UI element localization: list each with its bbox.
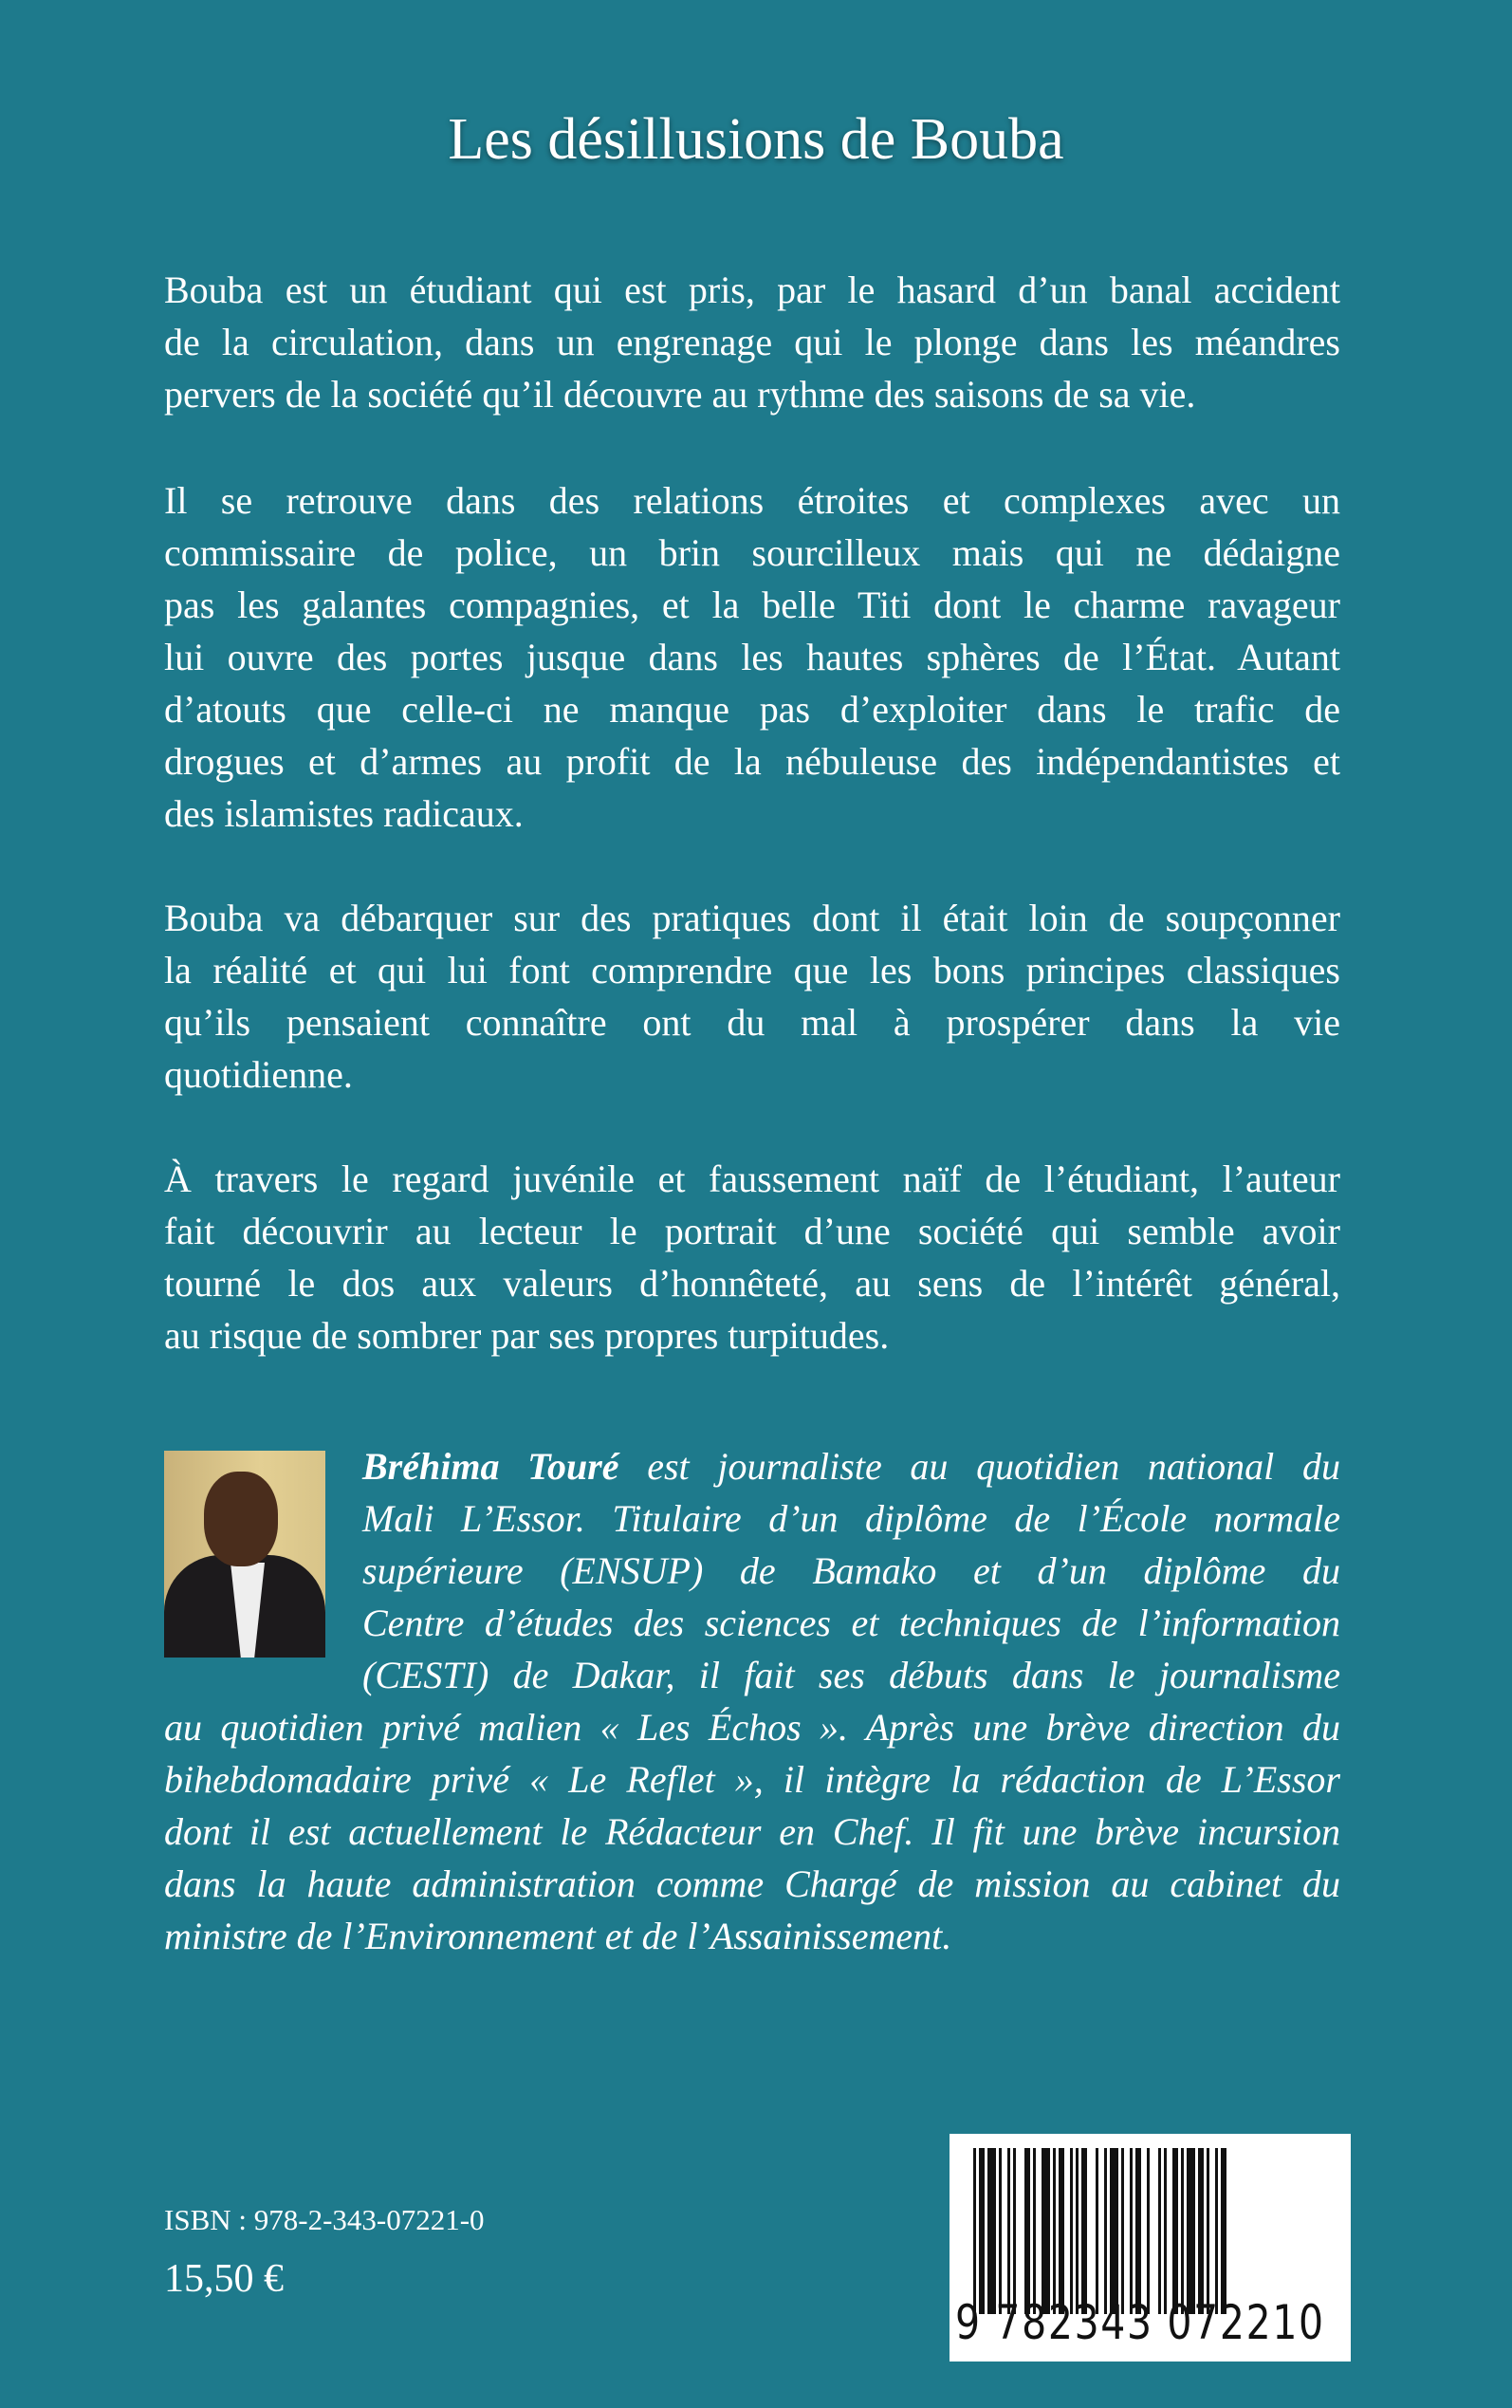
- text-line: bihebdomadaire privé « Le Reflet », il intègre la rédaction de L’Essor: [164, 1758, 1340, 1801]
- barcode-bar: [1164, 2148, 1167, 2314]
- barcode-bar: [1130, 2148, 1133, 2314]
- barcode-bar: [1104, 2148, 1107, 2314]
- summary-paragraph-1: [164, 264, 1340, 420]
- text-line: pas les galantes compagnies, et la belle Titi dont le charme ravageur: [164, 583, 1340, 626]
- text-line: ministre de l’Environnement et de l’Assainissement.: [164, 1915, 952, 1957]
- barcode-bar: [1135, 2148, 1141, 2314]
- text-line: est journaliste au quotidien national du: [618, 1445, 1340, 1488]
- barcode-bar: [987, 2148, 996, 2314]
- text-line: d’atouts que celle-ci ne manque pas d’exploiter dans le trafic de: [164, 688, 1340, 731]
- barcode-bar: [1147, 2148, 1150, 2314]
- text-line: la réalité et qui lui font comprendre que les bons principes classiques: [164, 949, 1340, 991]
- text-line: des islamistes radicaux.: [164, 792, 524, 835]
- barcode-bar: [1013, 2148, 1016, 2314]
- barcode-bar: [1187, 2148, 1195, 2314]
- text-line: Bouba va débarquer sur des pratiques dont il était loin de soupçonner: [164, 897, 1340, 939]
- summary-paragraph-4: [164, 1153, 1340, 1361]
- text-line: À travers le regard juvénile et faussement naïf de l’étudiant, l’auteur: [164, 1158, 1340, 1200]
- text-line: au quotidien privé malien « Les Échos ». Après une brève direction du: [164, 1706, 1340, 1749]
- barcode-bars: [964, 2148, 1340, 2314]
- price: 15,50 €: [164, 2257, 284, 2301]
- barcode-bar: [1207, 2148, 1209, 2314]
- summary-paragraph-2: [164, 474, 1340, 840]
- barcode-bar: [1059, 2148, 1064, 2314]
- text-line: qu’ils pensaient connaître ont du mal à prospérer dans la vie: [164, 1001, 1340, 1044]
- text-line: tourné le dos aux valeurs d’honnêteté, au sens de l’intérêt général,: [164, 1262, 1340, 1305]
- text-line: (CESTI) de Dakar, il fait ses débuts dans le journalisme: [362, 1654, 1340, 1696]
- text-line: lui ouvre des portes jusque dans les hautes sphères de l’État. Autant: [164, 636, 1340, 678]
- barcode-bar: [1096, 2148, 1098, 2314]
- barcode-bar: [1198, 2148, 1204, 2314]
- barcode-bar: [1158, 2148, 1161, 2314]
- barcode-bar: [1110, 2148, 1118, 2314]
- text-line: quotidienne.: [164, 1053, 353, 1096]
- barcode-bar: [1172, 2148, 1178, 2314]
- text-line: au risque de sombrer par ses propres turpitudes.: [164, 1314, 890, 1357]
- summary-paragraph-3: [164, 892, 1340, 1101]
- barcode-bar: [1024, 2148, 1030, 2314]
- text-line: commissaire de police, un brin sourcilleux mais qui ne dédaigne: [164, 531, 1340, 574]
- barcode-bar: [1076, 2148, 1079, 2314]
- text-line: de la circulation, dans un engrenage qui le plonge dans les méandres: [164, 321, 1340, 363]
- isbn: ISBN : 978-2-343-07221-0: [164, 2203, 485, 2236]
- barcode-bar: [1070, 2148, 1073, 2314]
- barcode-bar: [1033, 2148, 1036, 2314]
- barcode-bar: [1007, 2148, 1010, 2314]
- barcode-bar: [1215, 2148, 1218, 2314]
- author-bio: [164, 1440, 1340, 1962]
- barcode-bar: [979, 2148, 985, 2314]
- text-line: dans la haute administration comme Chargé de mission au cabinet du: [164, 1862, 1340, 1905]
- text-line: Mali L’Essor. Titulaire d’un diplôme de l’École normale: [362, 1497, 1340, 1540]
- text-line: Il se retrouve dans des relations étroites et complexes avec un: [164, 479, 1340, 522]
- barcode-bar: [1121, 2148, 1124, 2314]
- barcode: [950, 2134, 1351, 2362]
- barcode-digits: 9 782343 072210: [955, 2295, 1325, 2350]
- book-title: Les désillusions de Bouba: [448, 107, 1064, 172]
- barcode-bar: [1053, 2148, 1056, 2314]
- text-line: Centre d’études des sciences et techniques de l’information: [362, 1602, 1340, 1644]
- barcode-bar: [1221, 2148, 1226, 2314]
- text-line: pervers de la société qu’il découvre au rythme des saisons de sa vie.: [164, 373, 1196, 416]
- author-name: Bréhima Touré: [362, 1445, 619, 1488]
- barcode-bar: [973, 2148, 976, 2314]
- text-line: dont il est actuellement le Rédacteur en Chef. Il fit une brève incursion: [164, 1810, 1340, 1853]
- text-line: supérieure (ENSUP) de Bamako et d’un diplôme du: [362, 1549, 1340, 1592]
- text-line: Bouba est un étudiant qui est pris, par le hasard d’un banal accident: [164, 269, 1340, 311]
- barcode-bar: [1181, 2148, 1184, 2314]
- barcode-bar: [1081, 2148, 1087, 2314]
- text-line: drogues et d’armes au profit de la nébuleuse des indépendantistes et: [164, 740, 1340, 783]
- barcode-bar: [1042, 2148, 1050, 2314]
- barcode-bar: [999, 2148, 1002, 2314]
- text-line: fait découvrir au lecteur le portrait d’une société qui semble avoir: [164, 1210, 1340, 1252]
